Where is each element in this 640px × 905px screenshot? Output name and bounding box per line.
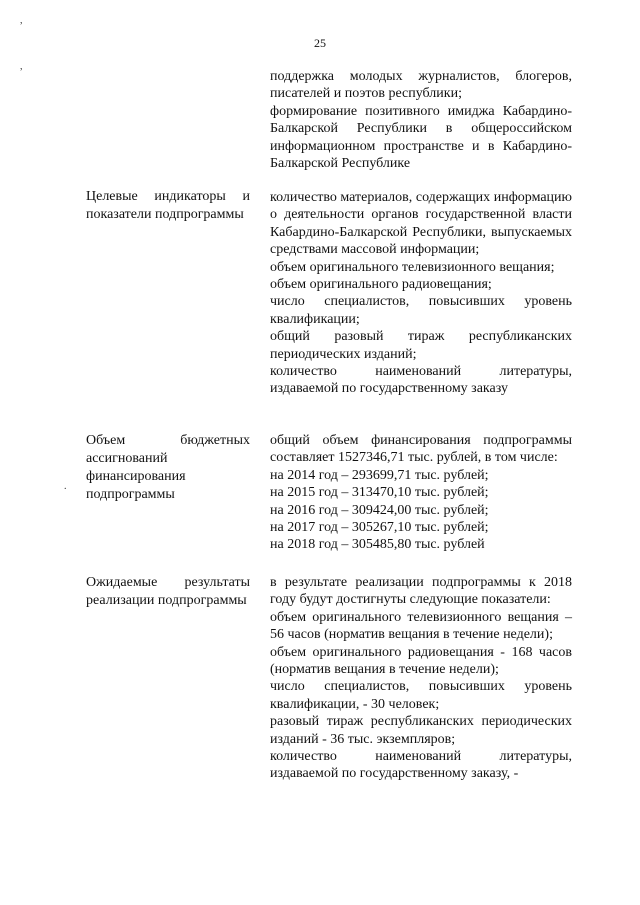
scan-speck: ,: [20, 15, 23, 26]
section-content-budget: [270, 432, 572, 554]
indicator-item: количество материалов, содержащих информацию о деятельности органов государственной власти Кабардино-Балкарской Республики, выпускаемых средствами массовой информации;: [270, 190, 572, 258]
result-item: число специалистов, повысивших уровень квалификации, - 30 человек;: [270, 679, 572, 712]
result-item: объем оригинального радиовещания - 168 часов (норматив вещания в течение недели);: [270, 644, 572, 678]
continuation-block: [270, 68, 572, 172]
indicator-item: объем оригинального телевизионного вещания;: [270, 259, 555, 275]
scan-speck: .: [64, 481, 67, 492]
indicator-item: количество наименований литературы, издаваемой по государственному заказу: [270, 364, 572, 397]
budget-year-item: на 2016 год – 309424,00 тыс. рублей;: [270, 502, 489, 518]
section-label-results: Ожидаемые результаты реализации подпрограммы: [86, 575, 250, 608]
result-item: разовый тираж республиканских периодических изданий - 36 тыс. экземпляров;: [270, 714, 572, 747]
indicator-item: объем оригинального радиовещания;: [270, 277, 492, 293]
budget-year-item: на 2015 год – 313470,10 тыс. рублей;: [270, 485, 489, 501]
result-item: объем оригинального телевизионного вещания – 56 часов (норматив вещания в течение недели);: [270, 609, 572, 643]
page-number: 25: [314, 36, 326, 50]
result-item: в результате реализации подпрограммы к 2018 году будут достигнуты следующие показатели:: [270, 575, 572, 608]
paragraph: поддержка молодых журналистов, блогеров, писателей и поэтов республики;: [270, 69, 572, 102]
section-content-results: [270, 574, 572, 783]
section-label-budget: Объем бюджетных ассигнований финансирования подпрограммы: [86, 433, 250, 502]
paragraph: формирование позитивного имиджа Кабардино-Балкарской Республики в общероссийском информационном пространстве и в Кабардино-Балкарской Республике: [270, 103, 572, 172]
budget-year-item: на 2018 год – 305485,80 тыс. рублей: [270, 537, 485, 553]
section-content-indicators: [270, 189, 572, 398]
budget-item: общий объем финансирования подпрограммы составляет 1527346,71 тыс. рублей, в том числе:: [270, 433, 572, 466]
section-label-indicators: Целевые индикаторы и показатели подпрограммы: [86, 189, 250, 222]
indicator-item: число специалистов, повысивших уровень квалификации;: [270, 294, 572, 327]
result-item: количество наименований литературы, издаваемой по государственному заказу, -: [270, 749, 572, 782]
indicator-item: общий разовый тираж республиканских периодических изданий;: [270, 329, 572, 362]
scan-speck: ,: [20, 61, 23, 72]
budget-year-item: на 2017 год – 305267,10 тыс. рублей;: [270, 520, 489, 536]
budget-year-item: на 2014 год – 293699,71 тыс. рублей;: [270, 467, 489, 483]
